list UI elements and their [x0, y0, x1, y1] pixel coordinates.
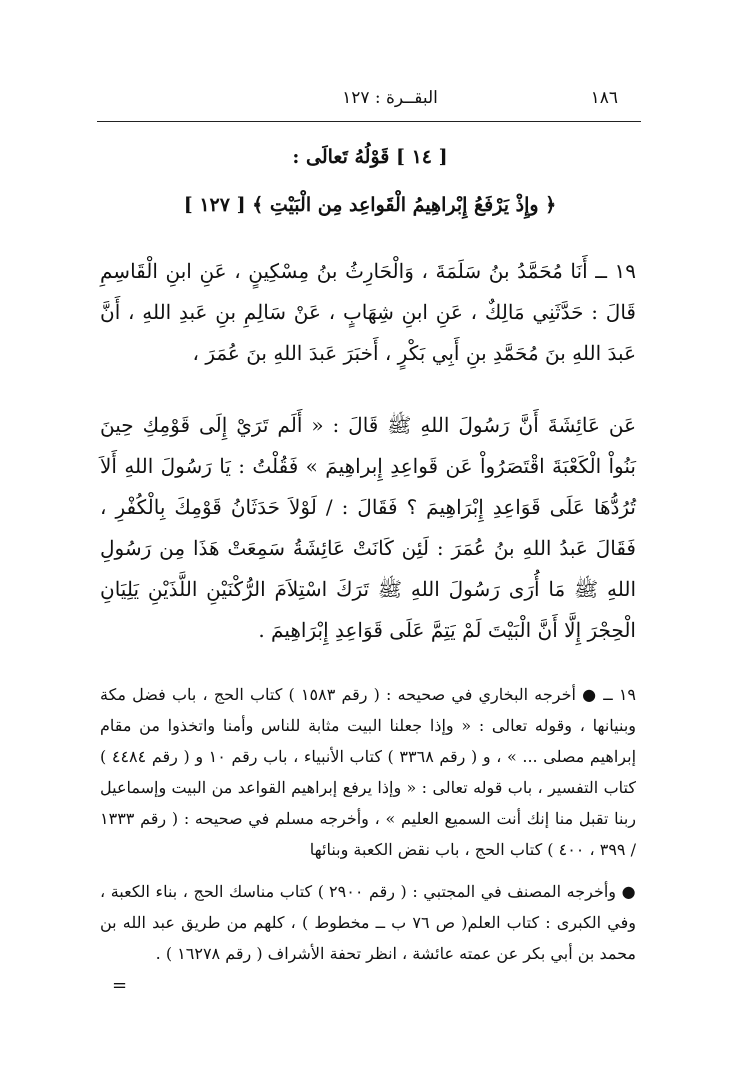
page-number: ١٨٦	[590, 88, 618, 108]
header-rule	[97, 121, 641, 122]
footnote-takhrij-2: ● وأخرجه المصنف في المجتبي : ( رقم ٢٩٠٠ ) كتاب مناسك الحج ، بناء الكعبة ، وفي الكبرى : كتاب العلم( ص ٧٦ ب ــ مخطوط ) ، كلهم من طريق عبد الله بن محمد بن أبي بكر عن عمته عائشة ، انظر تحفة الأشراف ( رقم ١٦٢٧٨ ) .	[100, 882, 637, 963]
continuation-mark: =	[112, 975, 128, 996]
running-title: البقــرة : ١٢٧	[342, 88, 438, 108]
footnote-takhrij-1: ١٩ ــ ● أخرجه البخاري في صحيحه : ( رقم ١٥٨٣ ) كتاب الحج ، باب فضل مكة وبنيانها ، وقوله تعالى : « وإذا جعلنا البيت مثابة للناس وأمنا واتخذوا من مقام إبراهيم مصلى ... » ، و ( رقم ٣٣٦٨ ) كتاب الأنبياء ، باب رقم ١٠ و ( رقم ٤٤٨٤ ) كتاب التفسير ، باب قوله تعالى : « وإذا يرفع إبراهيم القواعد من البيت وإسماعيل ربنا تقبل منا إنك أنت السميع العليم » ، وأخرجه مسلم في صحيحه : ( رقم ١٣٣٣ / ٣٩٩ ، ٤٠٠ ) كتاب الحج ، باب نقض الكعبة وبنائها	[100, 685, 637, 859]
section-heading: [ ١٤ ] قَوْلُهُ تَعالَى :	[292, 146, 448, 168]
hadith-matn: عَن عَائِشَةَ أَنَّ رَسُولَ اللهِ ﷺ قَالَ : « أَلَم تَرَيْ إِلَى قَوْمِكِ حِينَ بَنُواْ الْكَعْبَةَ اقْتَصَرُواْ عَن قَواعِدِ إِبراهِيمَ » فَقُلْتُ : يَا رَسُولَ اللهِ أَلاَ تُرُدُّهَا عَلَى قَوَاعِدِ إِبْرَاهِيمَ ؟ فَقَالَ : / لَوْلاَ حَدَثَانُ قَوْمِكَ بِالْكُفْرِ ، فَقَالَ عَبدُ اللهِ بنُ عُمَرَ : لَئِن كَانَتْ عَائِشَةُ سَمِعَتْ هَذَا مِن رَسُولِ اللهِ ﷺ مَا أُرَى رَسُولَ اللهِ ﷺ تَرَكَ اسْتِلاَمَ الرُّكْنَيْنِ اللَّذَيْنِ يَلِيَانِ الْحِجْرَ إِلَّا أَنَّ الْبَيْتَ لَمْ يَتِمَّ عَلَى قَوَاعِدِ إِبْرَاهِيمَ .	[100, 413, 637, 642]
quran-verse: ﴿ وإِذْ يَرْفَعُ إِبْراهِيمُ الْقَواعِد مِن الْبَيْتِ ﴾ [ ١٢٧ ]	[183, 194, 557, 216]
hadith-isnad: ١٩ ــ أَنَا مُحَمَّدُ بنُ سَلَمَةَ ، وَالْحَارِثُ بنُ مِسْكِينٍ ، عَنِ ابنِ الْقَاسِمِ قَالَ : حَدَّثَنِي مَالِكٌ ، عَنِ ابنِ شِهَابٍ ، عَنْ سَالِمِ بنِ عَبدِ اللهِ ، أَنَّ عَبدَ اللهِ بنَ مُحَمَّدِ بنِ أَبِي بَكْرٍ ، أَخبَرَ عَبدَ اللهِ بنَ عُمَرَ ،	[100, 259, 637, 365]
